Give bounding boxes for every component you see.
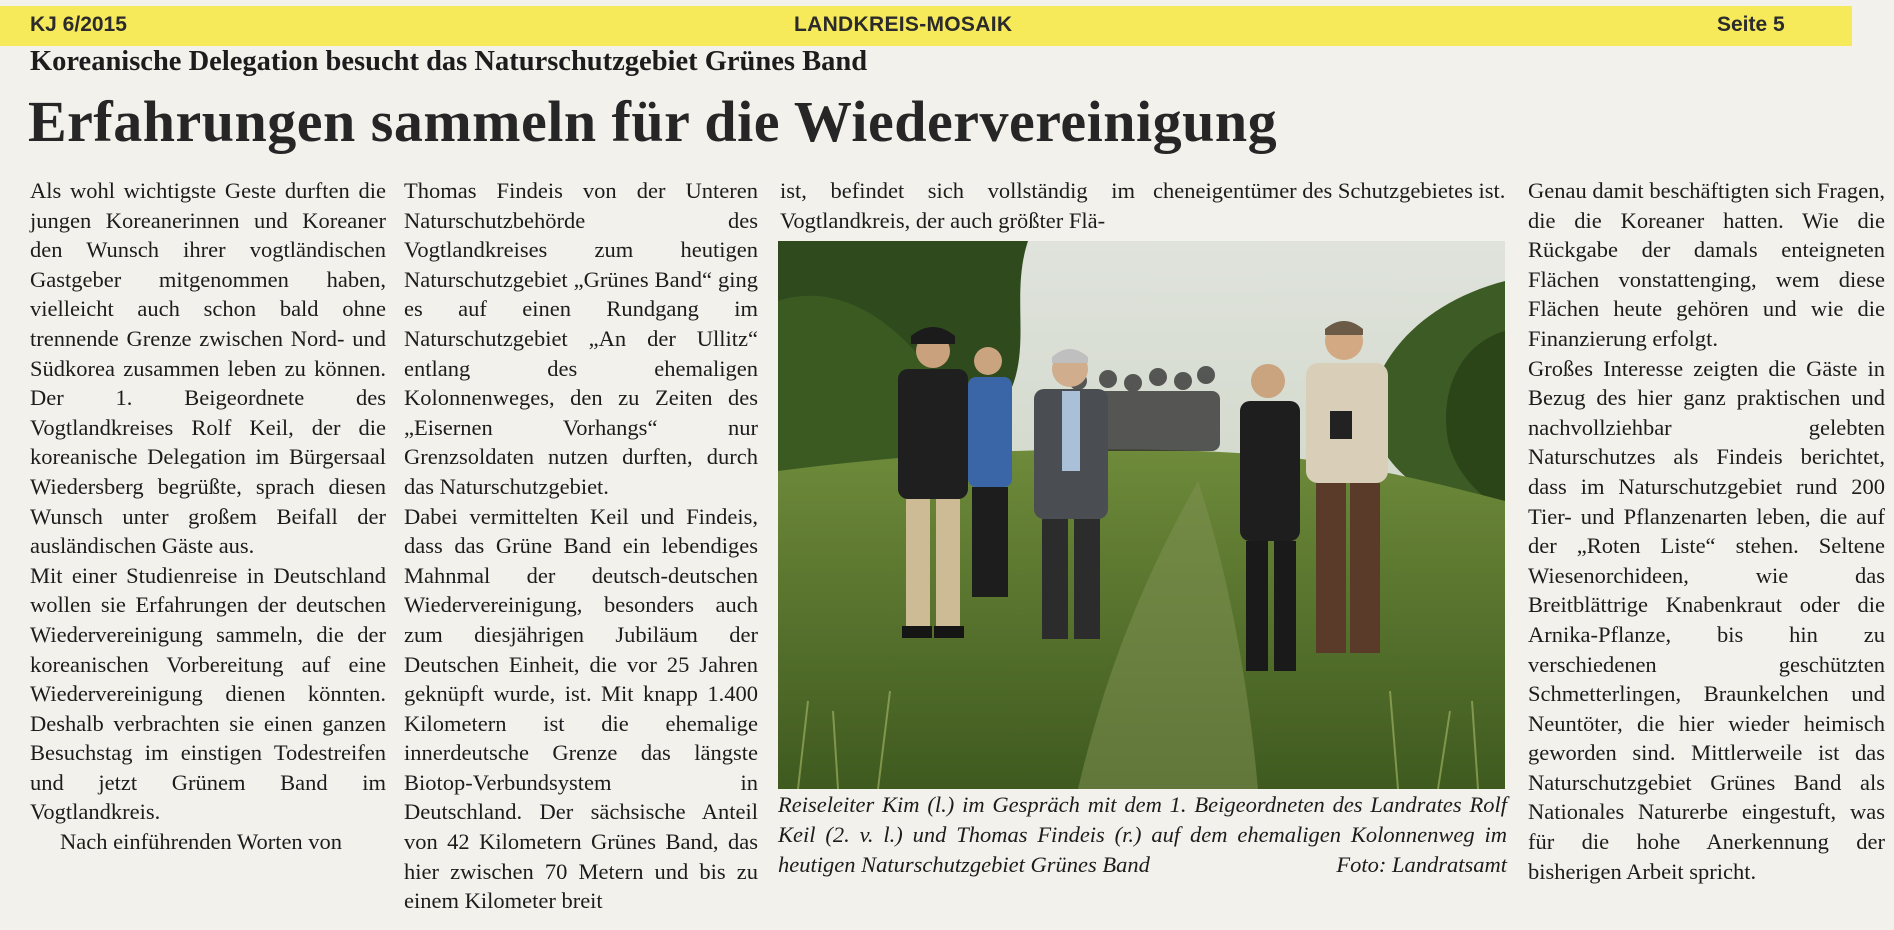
photo-credit: Foto: Landratsamt xyxy=(1336,852,1507,877)
article-headline: Erfahrungen sammeln für die Wiedervereinigung xyxy=(28,89,1278,154)
caption-text: Reiseleiter Kim (l.) im Gespräch mit dem 1. Beigeordneten des Landrates Rolf Keil (2. v. l.) und Thomas Findeis (r.) auf dem ehemaligen Kolonnenweg im heutigen Naturschutzgebiet Grünes Band xyxy=(778,792,1507,877)
article-column-2 xyxy=(404,176,758,916)
paragraph: Mit einer Studienreise in Deutschland wollen sie Erfahrungen der deutschen Wiedervereinigung sammeln, die der koreanischen Vorbereitung auf eine Wiedervereinigung dienen könnten. Deshalb verbrachten sie einen ganzen Besuchstag im einstigen Todestreifen und jetzt Grünem Band im Vogtlandkreis. xyxy=(30,562,386,825)
article-column-4 xyxy=(1153,176,1507,206)
paragraph: Als wohl wichtigste Geste durften die jungen Koreanerinnen und Koreaner den Wunsch ihrer vogtländischen Gastgeber mitgenommen haben, vielleicht auch schon bald ohne trennende Grenze zwischen Nord- und Südkorea zusammen leben zu können. Der 1. Beigeordnete des Vogtlandkreises Rolf Keil, der die koreanische Delegation im Bürgersaal Wiedersberg begrüßte, sprach diesen Wunsch unter großem Beifall der ausländischen Gäste aus. xyxy=(30,178,386,559)
article-column-3 xyxy=(780,176,1135,235)
section-title: LANDKREIS-MOSAIK xyxy=(794,13,1013,36)
paragraph: Genau damit beschäftigten sich Fragen, die die Koreaner hatten. Wie die Rückgabe der damals enteigneten Flächen vonstattenging, wem diese Flächen heute gehören und wie die Finanzierung erfolgt. xyxy=(1528,178,1885,351)
article-kicker: Koreanische Delegation besucht das Naturschutzgebiet Grünes Band xyxy=(30,46,868,77)
paragraph: ist, befindet sich vollständig im Vogtlandkreis, der auch größter Flä- xyxy=(780,178,1135,233)
article-column-1 xyxy=(30,176,386,857)
issue-number: KJ 6/2015 xyxy=(30,13,127,36)
article-column-5 xyxy=(1528,176,1885,886)
article-photo xyxy=(778,241,1505,789)
page-header-bar xyxy=(0,6,1852,46)
paragraph: Dabei vermittelten Keil und Findeis, dass das Grüne Band ein lebendiges Mahnmal der deutsch-deutschen Wiedervereinigung, besonders auch zum diesjährigen Jubiläum der Deutschen Einheit, die vor 25 Jahren geknüpft wurde, ist. Mit knapp 1.400 Kilometern ist die ehemalige innerdeutsche Grenze das längste Biotop-Verbundsystem in Deutschland. Der sächsische Anteil von 42 Kilometern Grünes Band, das hier zwischen 70 Metern und bis zu einem Kilometer breit xyxy=(404,503,758,914)
paragraph: cheneigentümer des Schutzgebietes ist. xyxy=(1153,178,1506,203)
paragraph: Thomas Findeis von der Unteren Naturschutzbehörde des Vogtlandkreises zum heutigen Naturschutzgebiet „Grünes Band“ ging es auf einen Rundgang im Naturschutzgebiet „An der Ullitz“ entlang des ehemaligen Kolonnenweges, den zu Zeiten des „Eisernen Vorhangs“ nur Grenzsoldaten nutzen durften, durch das Naturschutzgebiet. xyxy=(404,178,758,499)
photo-group-on-meadow-path xyxy=(778,241,1505,789)
paragraph: Nach einführenden Worten von xyxy=(60,829,343,855)
paragraph: Großes Interesse zeigten die Gäste in Bezug des hier ganz praktischen und nachvollziehbar gelebten Naturschutzes als Findeis berichtet, dass im Naturschutzgebiet rund 200 Tier- und Pflanzenarten leben, die auf der „Roten Liste“ stehen. Seltene Wiesenorchideen, wie das Breitblättrige Knabenkraut oder die Arnika-Pflanze, bis hin zu verschiedenen geschützten Schmetterlingen, Braunkelchen und Neuntöter, die hier wieder heimisch geworden sind. Mittlerweile ist das Naturschutzgebiet Grünes Band als Nationales Naturerbe eingestuft, was für die hohe Anerkennung der bisherigen Arbeit spricht. xyxy=(1528,355,1885,884)
photo-caption xyxy=(778,790,1507,880)
page-number: Seite 5 xyxy=(1717,13,1785,36)
